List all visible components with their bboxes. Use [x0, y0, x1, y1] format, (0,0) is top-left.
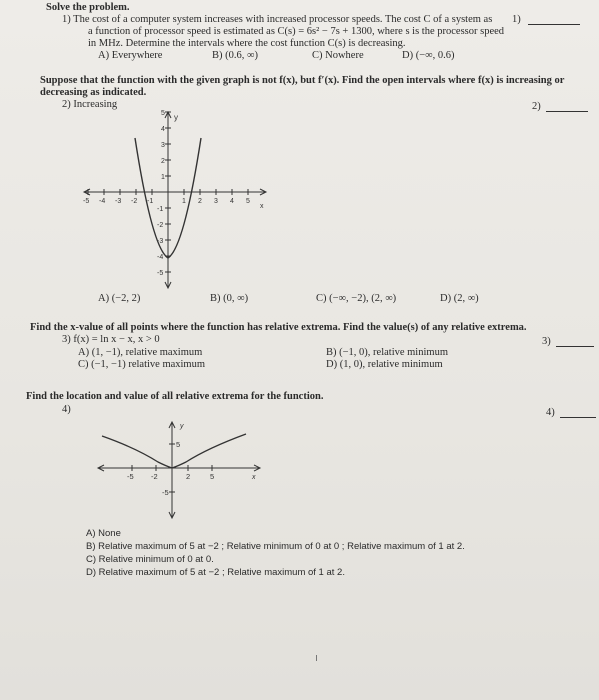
q3-choice-d: D) (1, 0), relative minimum [326, 359, 443, 370]
q4-graph-xlabel: x [252, 474, 256, 481]
q2-xtick-label: -3 [115, 198, 122, 205]
q1-line2: a function of processor speed is estimated as C(s) = 6s² − 7s + 1300, where s is the processor speed [88, 26, 505, 37]
q4-xtick: 2 [186, 472, 191, 481]
q2-ytick-label: 2 [161, 158, 165, 165]
q2-ytick-label: -5 [157, 270, 164, 277]
q2-ytick-label: -2 [157, 222, 164, 229]
q4-xtick: 5 [210, 472, 215, 481]
q2-ytick-label: 4 [161, 126, 165, 133]
q3-number: 3) [542, 336, 551, 347]
section-heading: Solve the problem. [46, 2, 130, 13]
q1-choice-d: D) (−∞, 0.6) [402, 50, 455, 61]
q2-ytick-label: 3 [161, 142, 165, 149]
q2-xtick-label: -5 [83, 198, 90, 205]
instruction-2-line1: Suppose that the function with the given graph is not f(x), but f′(x). Find the open intervals where f(x) is increasing or [40, 75, 565, 86]
q2-xtick-label: 4 [230, 198, 234, 205]
q3-choice-c: C) (−1, −1) relative maximum [78, 359, 206, 370]
q1-line1: 1) The cost of a computer system increases with increased processor speeds. The cost C of a system as [62, 14, 493, 25]
q3-choice-a: A) (1, −1), relative maximum [78, 347, 203, 358]
q2-answer-blank[interactable] [546, 101, 588, 112]
q4-xtick: -5 [127, 472, 134, 481]
q4-choice-c: C) Relative minimum of 0 at 0. [86, 554, 214, 565]
q2-xtick-label: 5 [246, 198, 250, 205]
instruction-4: Find the location and value of all relative extrema for the function. [26, 391, 324, 402]
q4-choice-a: A) None [86, 528, 121, 539]
q2-graph-ylabel: y [174, 113, 178, 122]
q2-choice-d: D) (2, ∞) [440, 293, 479, 304]
instruction-3: Find the x-value of all points where the function has relative extrema. Find the value(s) of any relative extrema. [30, 322, 527, 333]
q2-xtick-label: 1 [182, 198, 186, 205]
instruction-2-line2: decreasing as indicated. [40, 87, 147, 98]
q2-xtick-label: 2 [198, 198, 202, 205]
q4-answer-blank[interactable] [560, 407, 596, 418]
q2-xtick-label: -1 [147, 198, 154, 205]
q2-graph-xlabel: x [260, 203, 264, 210]
q1-line3: in MHz. Determine the intervals where the cost function C(s) is decreasing. [88, 38, 406, 49]
q4-number: 4) [546, 407, 555, 418]
q2-ytick-label: -4 [157, 254, 164, 261]
q2-ytick-label: -3 [157, 238, 164, 245]
q2-choice-b: B) (0, ∞) [210, 293, 249, 304]
q2-choice-a: A) (−2, 2) [98, 293, 141, 304]
q1-choice-a: A) Everywhere [98, 50, 163, 61]
q4-curve [102, 434, 246, 468]
q4-xtick: -2 [151, 472, 158, 481]
q4-ytick: -5 [162, 488, 169, 497]
page-mark [316, 655, 317, 661]
q2-ytick-label: 5 [161, 110, 165, 117]
q4-graph-ylabel: y [180, 423, 184, 430]
q3-answer-blank[interactable] [556, 336, 594, 347]
q4-label: 4) [62, 404, 71, 415]
q2-xtick-label: -2 [131, 198, 138, 205]
q4-ytick: 5 [176, 440, 181, 449]
q3-choice-b: B) (−1, 0), relative minimum [326, 347, 448, 358]
q2-choice-c: C) (−∞, −2), (2, ∞) [316, 293, 397, 304]
q2-ytick-label: 1 [161, 174, 165, 181]
q1-answer-blank[interactable] [528, 14, 580, 25]
q4-graph [96, 418, 264, 520]
q2-xtick-label: 3 [214, 198, 218, 205]
q1-choice-b: B) (0.6, ∞) [212, 50, 258, 61]
q2-ytick-label: -1 [157, 206, 164, 213]
q1-number: 1) [512, 14, 521, 25]
q3-prompt: 3) f(x) = ln x − x, x > 0 [62, 334, 160, 345]
q2-xtick-label: -4 [99, 198, 106, 205]
q4-choice-d: D) Relative maximum of 5 at −2 ; Relative maximum of 1 at 2. [86, 567, 345, 578]
q2-label: 2) Increasing [62, 99, 118, 110]
q2-number: 2) [532, 101, 541, 112]
q4-choice-b: B) Relative maximum of 5 at −2 ; Relative minimum of 0 at 0 ; Relative maximum of 1 at 2. [86, 541, 465, 552]
q2-graph [80, 108, 270, 292]
q1-choice-c: C) Nowhere [312, 50, 364, 61]
